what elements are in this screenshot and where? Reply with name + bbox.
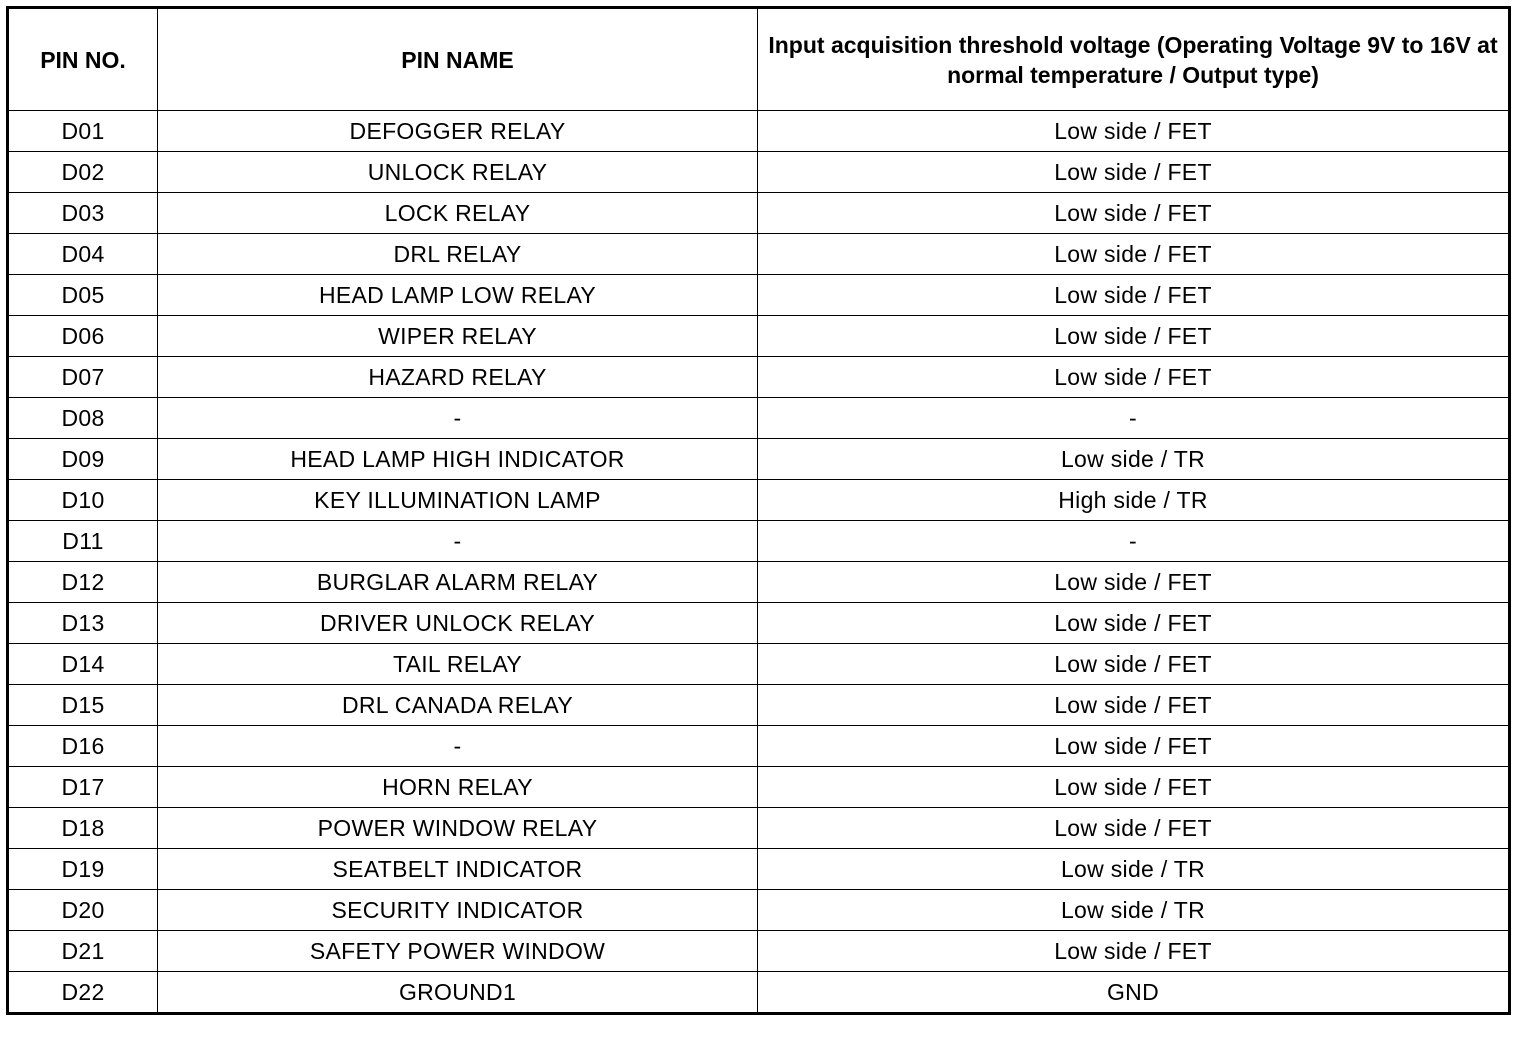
table-row: [8, 234, 1510, 275]
pin-name-cell: HORN RELAY: [158, 767, 758, 808]
pin-name-cell: SECURITY INDICATOR: [158, 890, 758, 931]
header-pin-no: PIN NO.: [8, 8, 158, 111]
output-type-cell: High side / TR: [758, 480, 1510, 521]
pin-number-cell: D07: [8, 357, 158, 398]
table-row: [8, 644, 1510, 685]
pin-table: [6, 6, 1511, 1015]
pin-name-cell: -: [158, 398, 758, 439]
table-body: [8, 111, 1510, 1014]
pin-name-cell: HAZARD RELAY: [158, 357, 758, 398]
pin-number-cell: D16: [8, 726, 158, 767]
pin-number-cell: D12: [8, 562, 158, 603]
pin-number-cell: D21: [8, 931, 158, 972]
output-type-cell: Low side / FET: [758, 316, 1510, 357]
output-type-cell: Low side / FET: [758, 562, 1510, 603]
table-row: [8, 398, 1510, 439]
table-row: [8, 152, 1510, 193]
output-type-cell: Low side / FET: [758, 931, 1510, 972]
pin-name-cell: KEY ILLUMINATION LAMP: [158, 480, 758, 521]
output-type-cell: Low side / FET: [758, 111, 1510, 152]
table-row: [8, 193, 1510, 234]
output-type-cell: Low side / FET: [758, 603, 1510, 644]
pin-number-cell: D17: [8, 767, 158, 808]
table-row: [8, 521, 1510, 562]
pin-name-cell: DRIVER UNLOCK RELAY: [158, 603, 758, 644]
header-threshold: Input acquisition threshold voltage (Operating Voltage 9V to 16V at normal temperature / Output type): [758, 8, 1510, 111]
pin-number-cell: D14: [8, 644, 158, 685]
pin-name-cell: GROUND1: [158, 972, 758, 1014]
table-row: [8, 767, 1510, 808]
pin-number-cell: D03: [8, 193, 158, 234]
pin-number-cell: D06: [8, 316, 158, 357]
pin-number-cell: D22: [8, 972, 158, 1014]
pin-name-cell: DRL CANADA RELAY: [158, 685, 758, 726]
table-row: [8, 808, 1510, 849]
pin-name-cell: HEAD LAMP LOW RELAY: [158, 275, 758, 316]
output-type-cell: -: [758, 398, 1510, 439]
table-row: [8, 316, 1510, 357]
pin-number-cell: D18: [8, 808, 158, 849]
header-row: [8, 8, 1510, 111]
pin-number-cell: D02: [8, 152, 158, 193]
output-type-cell: Low side / FET: [758, 767, 1510, 808]
pin-number-cell: D10: [8, 480, 158, 521]
pin-name-cell: DEFOGGER RELAY: [158, 111, 758, 152]
pin-name-cell: HEAD LAMP HIGH INDICATOR: [158, 439, 758, 480]
output-type-cell: Low side / FET: [758, 644, 1510, 685]
table-header: [8, 8, 1510, 111]
output-type-cell: Low side / TR: [758, 439, 1510, 480]
table-row: [8, 685, 1510, 726]
pin-number-cell: D19: [8, 849, 158, 890]
table-row: [8, 931, 1510, 972]
pin-number-cell: D15: [8, 685, 158, 726]
table-row: [8, 562, 1510, 603]
output-type-cell: Low side / TR: [758, 890, 1510, 931]
pin-number-cell: D01: [8, 111, 158, 152]
pin-number-cell: D20: [8, 890, 158, 931]
output-type-cell: Low side / FET: [758, 152, 1510, 193]
table-row: [8, 726, 1510, 767]
output-type-cell: Low side / FET: [758, 193, 1510, 234]
table-row: [8, 275, 1510, 316]
pin-number-cell: D05: [8, 275, 158, 316]
output-type-cell: Low side / FET: [758, 275, 1510, 316]
pin-name-cell: SAFETY POWER WINDOW: [158, 931, 758, 972]
pin-name-cell: SEATBELT INDICATOR: [158, 849, 758, 890]
table-row: [8, 439, 1510, 480]
table-row: [8, 603, 1510, 644]
pin-number-cell: D11: [8, 521, 158, 562]
output-type-cell: Low side / FET: [758, 234, 1510, 275]
output-type-cell: Low side / TR: [758, 849, 1510, 890]
pin-name-cell: TAIL RELAY: [158, 644, 758, 685]
pin-name-cell: POWER WINDOW RELAY: [158, 808, 758, 849]
pin-name-cell: WIPER RELAY: [158, 316, 758, 357]
output-type-cell: -: [758, 521, 1510, 562]
pin-name-cell: LOCK RELAY: [158, 193, 758, 234]
table-row: [8, 357, 1510, 398]
pin-name-cell: UNLOCK RELAY: [158, 152, 758, 193]
table-row: [8, 849, 1510, 890]
pin-number-cell: D08: [8, 398, 158, 439]
pin-name-cell: -: [158, 726, 758, 767]
pin-number-cell: D09: [8, 439, 158, 480]
output-type-cell: Low side / FET: [758, 685, 1510, 726]
pin-number-cell: D04: [8, 234, 158, 275]
output-type-cell: Low side / FET: [758, 808, 1510, 849]
pin-name-cell: DRL RELAY: [158, 234, 758, 275]
pin-name-cell: BURGLAR ALARM RELAY: [158, 562, 758, 603]
pin-number-cell: D13: [8, 603, 158, 644]
table-row: [8, 972, 1510, 1014]
table-row: [8, 480, 1510, 521]
output-type-cell: Low side / FET: [758, 726, 1510, 767]
header-pin-name: PIN NAME: [158, 8, 758, 111]
output-type-cell: GND: [758, 972, 1510, 1014]
table-row: [8, 890, 1510, 931]
output-type-cell: Low side / FET: [758, 357, 1510, 398]
pin-name-cell: -: [158, 521, 758, 562]
table-row: [8, 111, 1510, 152]
